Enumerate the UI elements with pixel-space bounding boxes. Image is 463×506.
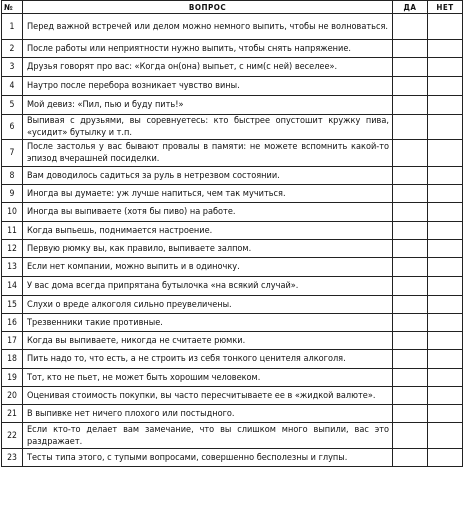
answer-yes-cell[interactable] — [393, 14, 428, 40]
table-row — [2, 185, 463, 203]
answer-no-cell[interactable] — [428, 277, 463, 296]
question-number: 19 — [2, 369, 23, 387]
question-text: Мой девиз: «Пил, пью и буду пить!» — [23, 96, 393, 115]
answer-no-cell[interactable] — [428, 96, 463, 115]
table-header — [2, 1, 463, 14]
question-text: Перед важной встречей или делом можно немного выпить, чтобы не волноваться. — [23, 14, 393, 40]
table-row — [2, 405, 463, 423]
answer-no-cell[interactable] — [428, 405, 463, 423]
questionnaire-table — [1, 0, 463, 467]
answer-no-cell[interactable] — [428, 140, 463, 167]
question-text: После застолья у вас бывают провалы в памяти: не можете вспомнить какой-то эпизод вчерашней посиделки. — [23, 140, 393, 167]
answer-no-cell[interactable] — [428, 387, 463, 405]
question-number: 4 — [2, 77, 23, 96]
question-number: 6 — [2, 115, 23, 140]
question-text: Первую рюмку вы, как правило, выпиваете залпом. — [23, 240, 393, 258]
answer-yes-cell[interactable] — [393, 203, 428, 222]
table-row — [2, 77, 463, 96]
header-question: ВОПРОС — [23, 1, 393, 14]
question-number: 21 — [2, 405, 23, 423]
table-row — [2, 369, 463, 387]
answer-yes-cell[interactable] — [393, 258, 428, 277]
answer-no-cell[interactable] — [428, 296, 463, 314]
question-text: Наутро после перебора возникает чувство вины. — [23, 77, 393, 96]
answer-no-cell[interactable] — [428, 449, 463, 467]
answer-yes-cell[interactable] — [393, 314, 428, 332]
header-row — [2, 1, 463, 14]
question-number: 8 — [2, 167, 23, 185]
question-text: Оценивая стоимость покупки, вы часто пересчитываете ее в «жидкой валюте». — [23, 387, 393, 405]
table-row — [2, 140, 463, 167]
question-number: 10 — [2, 203, 23, 222]
question-text: Тесты типа этого, с тупыми вопросами, совершенно бесполезны и глупы. — [23, 449, 393, 467]
table-row — [2, 240, 463, 258]
answer-yes-cell[interactable] — [393, 423, 428, 449]
table-row — [2, 222, 463, 240]
header-yes: ДА — [393, 1, 428, 14]
table-row — [2, 167, 463, 185]
answer-no-cell[interactable] — [428, 14, 463, 40]
table-row — [2, 14, 463, 40]
answer-yes-cell[interactable] — [393, 387, 428, 405]
answer-yes-cell[interactable] — [393, 40, 428, 58]
question-number: 22 — [2, 423, 23, 449]
question-text: У вас дома всегда припрятана бутылочка «на всякий случай». — [23, 277, 393, 296]
answer-yes-cell[interactable] — [393, 58, 428, 77]
question-text: Пить надо то, что есть, а не строить из себя тонкого ценителя алкоголя. — [23, 350, 393, 369]
question-text: Вам доводилось садиться за руль в нетрезвом состоянии. — [23, 167, 393, 185]
answer-no-cell[interactable] — [428, 423, 463, 449]
answer-yes-cell[interactable] — [393, 405, 428, 423]
question-text: После работы или неприятности нужно выпить, чтобы снять напряжение. — [23, 40, 393, 58]
table-row — [2, 332, 463, 350]
table-row — [2, 203, 463, 222]
question-text: Тот, кто не пьет, не может быть хорошим человеком. — [23, 369, 393, 387]
table-row — [2, 350, 463, 369]
answer-no-cell[interactable] — [428, 185, 463, 203]
question-number: 9 — [2, 185, 23, 203]
answer-yes-cell[interactable] — [393, 296, 428, 314]
question-number: 7 — [2, 140, 23, 167]
table-row — [2, 277, 463, 296]
answer-no-cell[interactable] — [428, 350, 463, 369]
answer-yes-cell[interactable] — [393, 350, 428, 369]
answer-no-cell[interactable] — [428, 222, 463, 240]
answer-no-cell[interactable] — [428, 203, 463, 222]
question-number: 13 — [2, 258, 23, 277]
question-text: В выпивке нет ничего плохого или постыдного. — [23, 405, 393, 423]
question-text: Выпивая с друзьями, вы соревнуетесь: кто быстрее опустошит кружку пива, «усидит» бутылку и т.п. — [23, 115, 393, 140]
answer-no-cell[interactable] — [428, 258, 463, 277]
table-row — [2, 258, 463, 277]
header-number: № — [2, 1, 23, 14]
answer-no-cell[interactable] — [428, 77, 463, 96]
answer-no-cell[interactable] — [428, 314, 463, 332]
question-number: 14 — [2, 277, 23, 296]
answer-yes-cell[interactable] — [393, 167, 428, 185]
table-row — [2, 387, 463, 405]
answer-yes-cell[interactable] — [393, 449, 428, 467]
question-number: 20 — [2, 387, 23, 405]
question-text: Иногда вы думаете: уж лучше напиться, чем так мучиться. — [23, 185, 393, 203]
question-number: 5 — [2, 96, 23, 115]
question-text: Иногда вы выпиваете (хотя бы пиво) на работе. — [23, 203, 393, 222]
answer-no-cell[interactable] — [428, 332, 463, 350]
answer-no-cell[interactable] — [428, 240, 463, 258]
question-number: 18 — [2, 350, 23, 369]
question-text: Если кто-то делает вам замечание, что вы слишком много выпили, вас это раздражает. — [23, 423, 393, 449]
answer-no-cell[interactable] — [428, 369, 463, 387]
answer-yes-cell[interactable] — [393, 222, 428, 240]
question-number: 3 — [2, 58, 23, 77]
answer-yes-cell[interactable] — [393, 332, 428, 350]
answer-yes-cell[interactable] — [393, 140, 428, 167]
table-row — [2, 423, 463, 449]
question-number: 15 — [2, 296, 23, 314]
question-number: 1 — [2, 14, 23, 40]
answer-no-cell[interactable] — [428, 167, 463, 185]
answer-yes-cell[interactable] — [393, 277, 428, 296]
answer-no-cell[interactable] — [428, 40, 463, 58]
question-number: 12 — [2, 240, 23, 258]
question-text: Трезвенники такие противные. — [23, 314, 393, 332]
table-row — [2, 96, 463, 115]
question-number: 17 — [2, 332, 23, 350]
question-text: Друзья говорят про вас: «Когда он(она) выпьет, с ним(с ней) веселее». — [23, 58, 393, 77]
table-row — [2, 296, 463, 314]
table-row — [2, 449, 463, 467]
question-text: Когда вы выпиваете, никогда не считаете рюмки. — [23, 332, 393, 350]
question-number: 2 — [2, 40, 23, 58]
answer-yes-cell[interactable] — [393, 185, 428, 203]
question-text: Если нет компании, можно выпить и в одиночку. — [23, 258, 393, 277]
question-number: 23 — [2, 449, 23, 467]
header-no: НЕТ — [428, 1, 463, 14]
answer-yes-cell[interactable] — [393, 369, 428, 387]
table-row — [2, 40, 463, 58]
answer-yes-cell[interactable] — [393, 115, 428, 140]
table-row — [2, 58, 463, 77]
question-number: 16 — [2, 314, 23, 332]
table-row — [2, 115, 463, 140]
question-text: Когда выпьешь, поднимается настроение. — [23, 222, 393, 240]
answer-no-cell[interactable] — [428, 58, 463, 77]
table-row — [2, 314, 463, 332]
question-text: Слухи о вреде алкоголя сильно преувеличены. — [23, 296, 393, 314]
answer-no-cell[interactable] — [428, 115, 463, 140]
question-number: 11 — [2, 222, 23, 240]
answer-yes-cell[interactable] — [393, 96, 428, 115]
table-body — [2, 14, 463, 467]
answer-yes-cell[interactable] — [393, 77, 428, 96]
answer-yes-cell[interactable] — [393, 240, 428, 258]
